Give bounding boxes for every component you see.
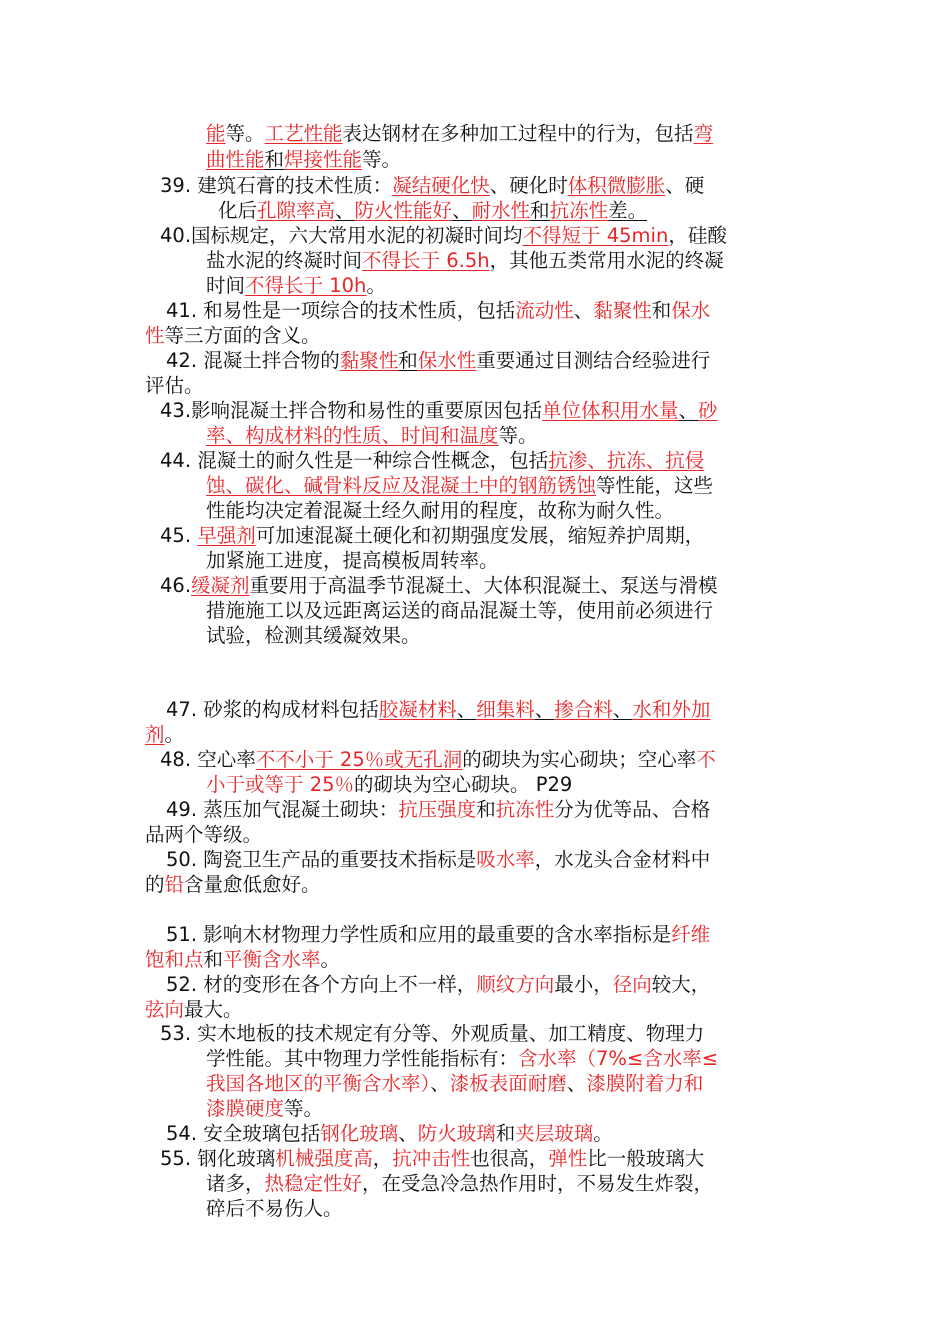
text-line [166,1122,613,1146]
text-segment: 、 [566,1072,587,1095]
text-segment: 碎后不易伤人。 [206,1197,343,1220]
highlighted-term: 弯 [693,122,714,145]
text-segment: 47. 砂浆的构成材料包括 [166,698,379,721]
highlighted-term: 铅 [164,873,185,896]
highlighted-term: 顺纹方向 [476,973,555,996]
text-segment: 、 [452,199,472,222]
text-segment: 、 [534,698,555,721]
text-line [160,399,718,423]
text-segment: 加紧施工进度，提高模板周转率。 [206,549,499,572]
highlighted-term: 黏聚性 [593,299,652,322]
text-segment: 比一般玻璃大 [587,1147,705,1170]
highlighted-term: 热稳定性好 [264,1172,363,1195]
text-line [206,148,401,172]
highlighted-term: 剂 [145,723,165,746]
text-line [206,249,724,273]
text-line [166,848,710,872]
text-line [160,574,718,598]
text-line [206,1072,703,1096]
text-segment: 等三方面的含义。 [164,324,321,347]
highlighted-term: 小于或等于 25％ [206,773,355,796]
text-segment: 的砌块为实心砌块；空心率 [462,748,697,771]
text-segment: 和 [651,299,672,322]
text-segment: 50. 陶瓷卫生产品的重要技术指标是 [166,848,477,871]
text-segment: ，水龙头合金材料中 [534,848,711,871]
highlighted-term: 保水性 [417,349,477,372]
highlighted-term: 焊接性能 [284,148,363,171]
highlighted-term: 不不小于 25％或无孔洞 [255,748,463,771]
highlighted-term: 胶凝材料 [378,698,457,721]
text-segment: 时间 [206,274,246,297]
highlighted-term: 缓凝剂 [191,574,250,597]
highlighted-term: 早强剂 [197,524,256,547]
text-line [206,1097,323,1121]
highlighted-term: 水和外加 [632,698,711,721]
highlighted-term: 抗冻性 [495,798,555,821]
text-segment: 49. 蒸压加气混凝土砌块： [166,798,399,821]
text-line [166,299,710,323]
text-segment: 等性能，这些 [596,474,714,497]
text-segment: 。 [593,1122,613,1145]
text-line [160,1147,704,1171]
text-line [160,174,704,198]
highlighted-term: 径向 [612,973,652,996]
text-line [206,1047,718,1071]
highlighted-term: 耐水性 [471,199,531,222]
highlighted-term: 掺合料 [554,698,613,721]
text-segment: ，其他五类常用水泥的终凝 [489,249,724,272]
text-segment: 重要用于高温季节混凝土、大体积混凝土、泵送与滑模 [249,574,718,597]
text-segment: 和 [495,1122,516,1145]
highlighted-term: 保水 [671,299,711,322]
highlighted-term: 抗压强度 [398,798,477,821]
highlighted-term: 纤维 [671,923,711,946]
text-segment: 盐水泥的终凝时间 [206,249,363,272]
text-segment: 40.国标规定，六大常用水泥的初凝时间均 [160,224,523,247]
text-segment: 差。 [608,199,648,222]
text-segment: 和 [264,148,285,171]
highlighted-term: 漆板表面耐磨 [449,1072,567,1095]
text-segment: 也很高， [470,1147,549,1170]
text-segment: 55. 钢化玻璃 [160,1147,276,1170]
text-segment: 最小， [554,973,613,996]
highlighted-term: 漆膜硬度 [206,1097,285,1120]
text-segment: 53. 实木地板的技术规定有分等、外观质量、加工精度、物理力 [160,1022,705,1045]
highlighted-term: 弦向 [145,998,185,1021]
text-segment: 44. 混凝土的耐久性是一种综合性概念，包括 [160,449,549,472]
text-line [145,324,321,348]
highlighted-term: 我国各地区的平衡含水率） [206,1072,431,1095]
text-line [206,549,499,573]
text-line [145,873,321,897]
text-segment: 诸多， [206,1172,265,1195]
text-line [206,122,713,146]
highlighted-term: 机械强度高 [275,1147,373,1170]
text-line [206,773,572,797]
text-segment: 最大。 [184,998,243,1021]
highlighted-term: 平衡含水率 [223,948,321,971]
text-segment: 和 [203,948,224,971]
text-line [206,1172,713,1196]
text-line [166,923,710,947]
text-segment: ， [372,1147,393,1170]
text-segment: 、 [398,1122,418,1145]
text-segment: 42. 混凝土拌合物的 [166,349,340,372]
highlighted-term: 钢化玻璃 [320,1122,399,1145]
highlighted-term: 率、构成材料的性质、时间和温度 [206,424,499,447]
text-segment: 等。 [362,148,402,171]
text-segment: 。 [366,274,386,297]
text-line [145,374,204,398]
text-segment: 51. 影响木材物理力学性质和应用的最重要的含水率指标是 [166,923,672,946]
highlighted-term: 不得长于 10h [245,274,367,297]
highlighted-term: 抗冻性 [549,199,609,222]
highlighted-term: 性 [145,324,165,347]
highlighted-term: 工艺性能 [264,122,343,145]
highlighted-term: 砂 [698,399,718,422]
text-segment: 学性能。其中物理力学性能指标有： [206,1047,519,1070]
text-segment: 试验，检测其缓凝效果。 [206,624,421,647]
text-segment: 、 [456,698,477,721]
highlighted-term: 体积微膨胀 [567,174,666,197]
text-segment: 化后 [218,199,258,222]
text-line [206,474,713,498]
text-segment: 46. [160,574,192,597]
text-line [206,424,538,448]
text-segment: 品两个等级。 [145,823,263,846]
highlighted-term: 细集料 [476,698,535,721]
text-segment: 可加速混凝土硬化和初期强度发展，缩短养护周期， [255,524,705,547]
highlighted-term: 防火性能好 [354,199,453,222]
text-segment: 评估。 [145,374,204,397]
highlighted-term: 不 [696,748,716,771]
text-segment: 和 [530,199,550,222]
highlighted-term: 弹性 [548,1147,588,1170]
text-segment: 和 [476,798,496,821]
text-line [160,1022,704,1046]
highlighted-term: 含水率（7%≤含水率≤ [518,1047,719,1070]
text-segment: 性能均决定着混凝土经久耐用的程度，故称为耐久性。 [206,499,675,522]
highlighted-term: 孔隙率高 [257,199,336,222]
text-segment: 。 [164,723,185,746]
text-line [206,274,386,298]
text-segment: 48. 空心率 [160,748,256,771]
text-segment: 、硬化时 [489,174,568,197]
text-line [206,624,421,648]
text-segment: 39. 建筑石膏的技术性质： [160,174,393,197]
text-segment: 和 [398,349,418,372]
text-line [145,998,243,1022]
text-segment: 、硬 [665,174,705,197]
highlighted-term: 不得长于 6.5h [362,249,490,272]
text-segment: 41. 和易性是一项综合的技术性质，包括 [166,299,516,322]
highlighted-term: 凝结硬化快 [392,174,490,197]
highlighted-term: 曲性能 [206,148,265,171]
text-segment: 、 [678,399,699,422]
highlighted-term: 抗冲击性 [392,1147,471,1170]
text-line [160,449,704,473]
highlighted-term: 能 [206,122,226,145]
text-segment: 等。 [284,1097,324,1120]
text-segment: 含量愈低愈好。 [184,873,321,896]
text-line [160,524,704,548]
text-segment: 等。 [225,122,265,145]
text-line [206,1197,343,1221]
text-line [160,748,716,772]
text-line [160,224,727,248]
highlighted-term: 夹层玻璃 [515,1122,594,1145]
text-line [166,349,710,373]
text-segment: 54. 安全玻璃包括 [166,1122,321,1145]
text-segment: 、 [335,199,355,222]
text-segment: 、 [573,299,594,322]
highlighted-term: 流动性 [515,299,574,322]
text-segment: 的 [145,873,165,896]
text-line [206,499,674,523]
highlighted-term: 单位体积用水量 [542,399,679,422]
text-segment: 52. 材的变形在各个方向上不一样， [166,973,477,996]
highlighted-term: 不得短于 45min [522,224,669,247]
text-segment: 43.影响混凝土拌合物和易性的重要原因包括 [160,399,543,422]
text-segment: 措施施工以及远距离运送的商品混凝土等，使用前必须进行 [206,599,714,622]
text-segment: ，在受急冷急热作用时，不易发生炸裂， [362,1172,714,1195]
text-segment: 重要通过目测结合经验进行 [476,349,711,372]
highlighted-term: 蚀、碳化、碱骨料反应及混凝土中的钢筋锈蚀 [206,474,597,497]
text-line [145,723,184,747]
text-segment: 分为优等品、合格 [554,798,711,821]
text-line [145,823,262,847]
text-line [145,948,340,972]
text-segment: 较大， [651,973,711,996]
highlighted-term: 饱和点 [145,948,204,971]
text-line [166,698,710,722]
highlighted-term: 抗渗、抗冻、抗侵 [548,449,705,472]
text-segment: 等。 [498,424,538,447]
text-line [206,599,713,623]
highlighted-term: 黏聚性 [339,349,399,372]
text-line [218,199,647,223]
text-line [166,973,710,997]
text-segment: ，硅酸 [668,224,727,247]
text-segment: 45. [160,524,198,547]
highlighted-term: 漆膜附着力和 [586,1072,704,1095]
text-segment: 、 [430,1072,450,1095]
highlighted-term: 吸水率 [476,848,535,871]
text-segment: 的砌块为空心砌块。 P29 [354,773,573,796]
text-segment: 、 [612,698,633,721]
highlighted-term: 防火玻璃 [417,1122,496,1145]
text-line [166,798,710,822]
text-segment: 。 [320,948,341,971]
text-segment: 表达钢材在多种加工过程中的行为，包括 [342,122,694,145]
